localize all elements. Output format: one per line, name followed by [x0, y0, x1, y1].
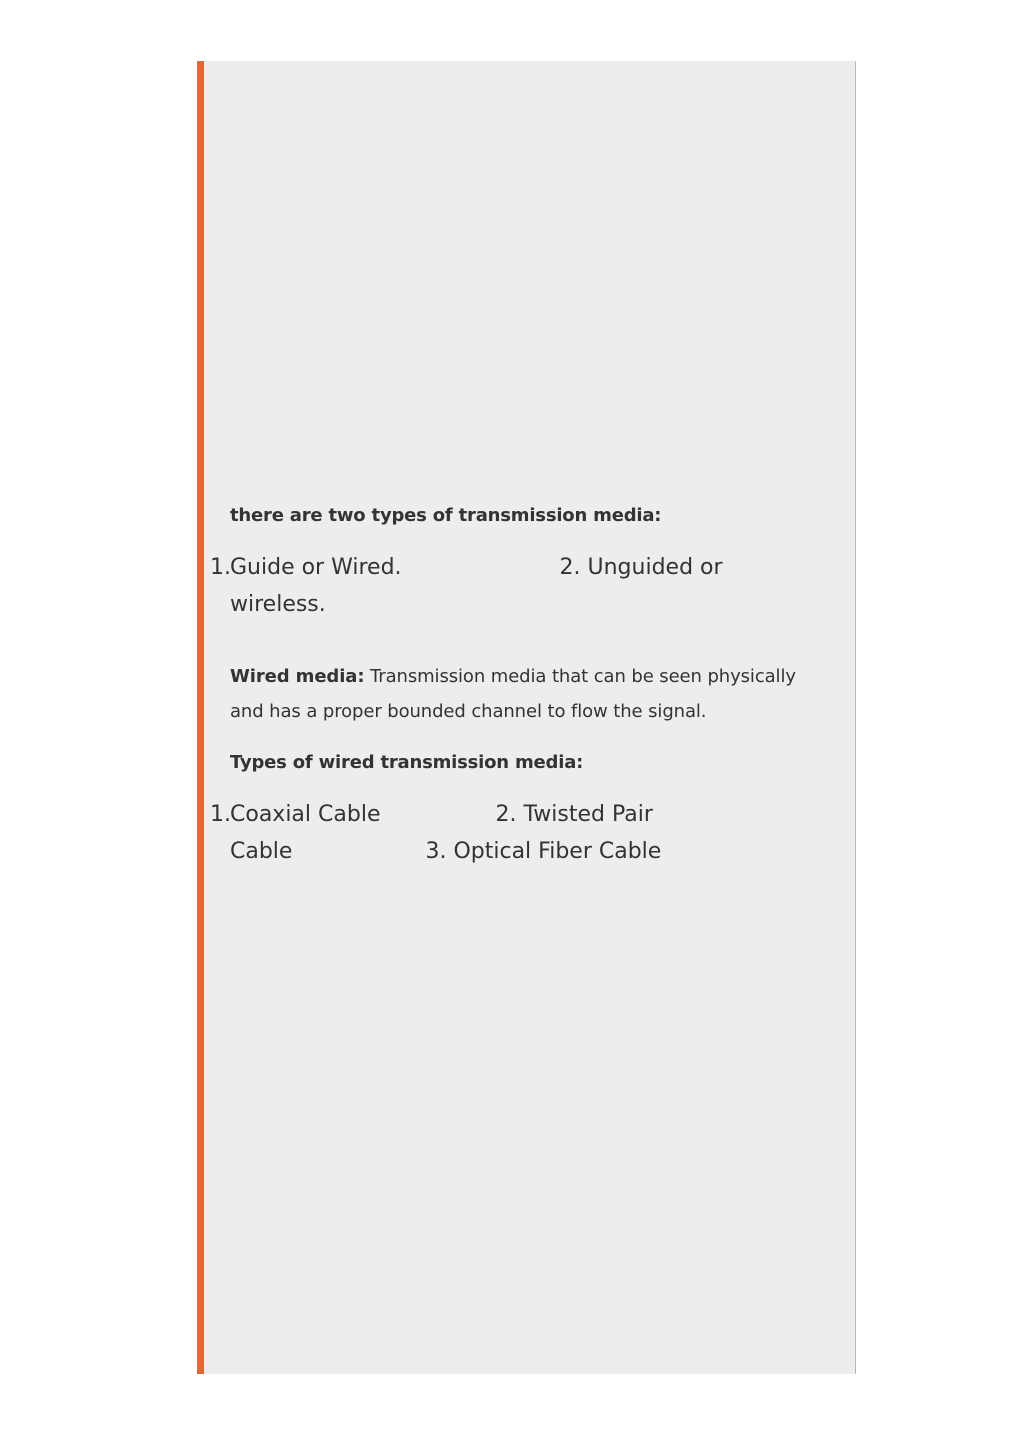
list-item: wireless.: [230, 592, 326, 617]
list-item: 2. Twisted Pair: [495, 802, 653, 827]
list-item: Cable: [230, 839, 293, 864]
list-line: [230, 833, 820, 870]
intro-text: there are two types of transmission media:: [230, 505, 662, 526]
wired-media-text: Transmission media that can be seen physically and has a proper bounded channel to flow the signal.: [230, 666, 796, 722]
list-number: 1.: [210, 802, 231, 827]
wired-types-list: [210, 796, 820, 870]
list-item: 3. Optical Fiber Cable: [425, 839, 662, 864]
list-item: Guide or Wired.: [230, 555, 402, 580]
media-types-list: [210, 549, 820, 623]
list-item: 2. Unguided or: [559, 555, 723, 580]
wired-types-heading: Types of wired transmission media:: [230, 752, 584, 773]
list-line: [230, 586, 820, 623]
list-number: 1.: [210, 555, 231, 580]
accent-bar: [197, 61, 204, 1374]
list-line: [230, 796, 820, 833]
list-line: [230, 549, 820, 586]
wired-media-paragraph: [230, 659, 820, 729]
list-item: Coaxial Cable: [230, 802, 381, 827]
wired-media-label: Wired media:: [230, 666, 365, 687]
document-panel: [197, 61, 856, 1374]
content-area: [210, 502, 820, 870]
